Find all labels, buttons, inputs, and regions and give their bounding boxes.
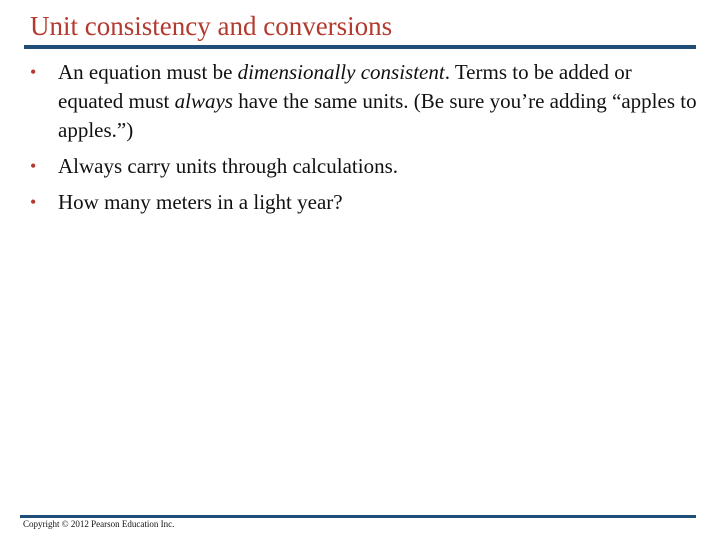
bullet-icon: •	[30, 192, 37, 212]
bullet-text-part: . Terms to be added or equated must	[58, 60, 632, 113]
title-divider	[24, 45, 696, 49]
bullet-item-1	[30, 58, 700, 145]
bullet-icon: •	[30, 62, 37, 82]
bullet-text-part: have the same units. (Be sure you’re adding “apples to apples.”)	[58, 89, 697, 142]
bullet-item-2	[30, 152, 700, 181]
bullet-list	[30, 58, 700, 224]
bullet-text-emphasis: always	[174, 89, 233, 113]
slide-title: Unit consistency and conversions	[30, 11, 393, 41]
bullet-text-part: How many meters in a light year?	[58, 190, 343, 214]
bullet-text-part: Always carry units through calculations.	[58, 154, 398, 178]
copyright-notice: Copyright © 2012 Pearson Education Inc.	[23, 519, 175, 529]
bullet-item-3	[30, 188, 700, 217]
bullet-text-emphasis: dimensionally consistent	[237, 60, 445, 84]
bullet-icon: •	[30, 156, 37, 176]
bullet-text-part: An equation must be	[58, 60, 238, 84]
